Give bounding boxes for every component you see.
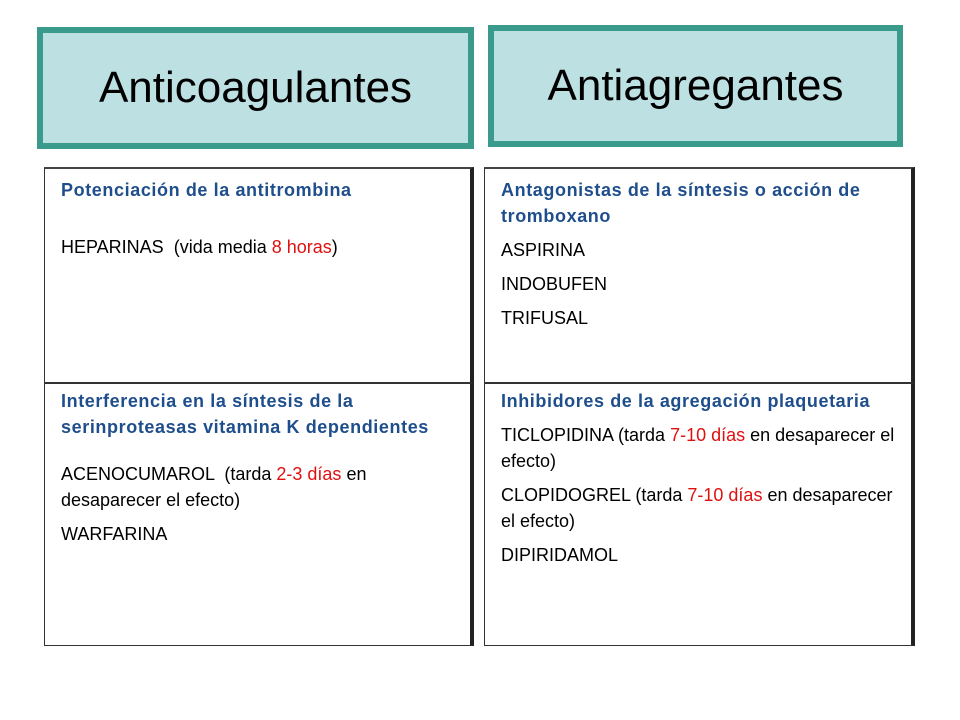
heparinas-name: HEPARINAS [61, 237, 164, 257]
heading-agregacion: Inhibidores de la agregación plaquetaria [501, 391, 871, 411]
card-vitamina-k [44, 383, 474, 646]
warfarina-line: WARFARINA [61, 524, 168, 544]
heading-tromboxano: Antagonistas de la síntesis o acción de tromboxano [501, 180, 861, 226]
acenocumarol-post: en desaparecer el efecto) [61, 464, 367, 510]
heading-antitrombina: Potenciación de la antitrombina [61, 180, 352, 200]
clopidogrel-pre: CLOPIDOGREL (tarda [501, 485, 688, 505]
card-antitrombina [44, 167, 474, 383]
card-tromboxano [484, 167, 915, 383]
heparinas-note-pre: (vida media [163, 237, 272, 257]
drug-aspirina: ASPIRINA [501, 240, 586, 260]
ticlopidina-delay: 7-10 días [670, 425, 746, 445]
clopidogrel-post: en desaparecer el efecto) [501, 485, 893, 531]
heparinas-note-post: ) [331, 237, 338, 257]
heparinas-line [61, 234, 456, 260]
heparinas-half-life: 8 horas [271, 237, 332, 257]
heading-vitamina-k: Interferencia en la síntesis de la serinproteasas vitamina K dependientes [61, 391, 429, 437]
clopidogrel-line [501, 482, 897, 534]
title-anticoagulantes-text: Anticoagulantes [98, 63, 413, 112]
title-antiagregantes-text: Antiagregantes [547, 61, 844, 110]
drug-indobufen: INDOBUFEN [501, 274, 608, 294]
ticlopidina-line [501, 422, 897, 474]
acenocumarol-pre: ACENOCUMAROL (tarda [61, 464, 277, 484]
drug-trifusal: TRIFUSAL [501, 308, 589, 328]
acenocumarol-delay: 2-3 días [276, 464, 342, 484]
acenocumarol-line [61, 461, 456, 513]
ticlopidina-post: en desaparecer el efecto) [501, 425, 895, 471]
title-anticoagulantes [37, 27, 474, 149]
dipiridamol-line: DIPIRIDAMOL [501, 545, 619, 565]
title-antiagregantes [488, 25, 903, 147]
ticlopidina-pre: TICLOPIDINA (tarda [501, 425, 671, 445]
card-agregacion [484, 383, 915, 646]
clopidogrel-delay: 7-10 días [687, 485, 763, 505]
